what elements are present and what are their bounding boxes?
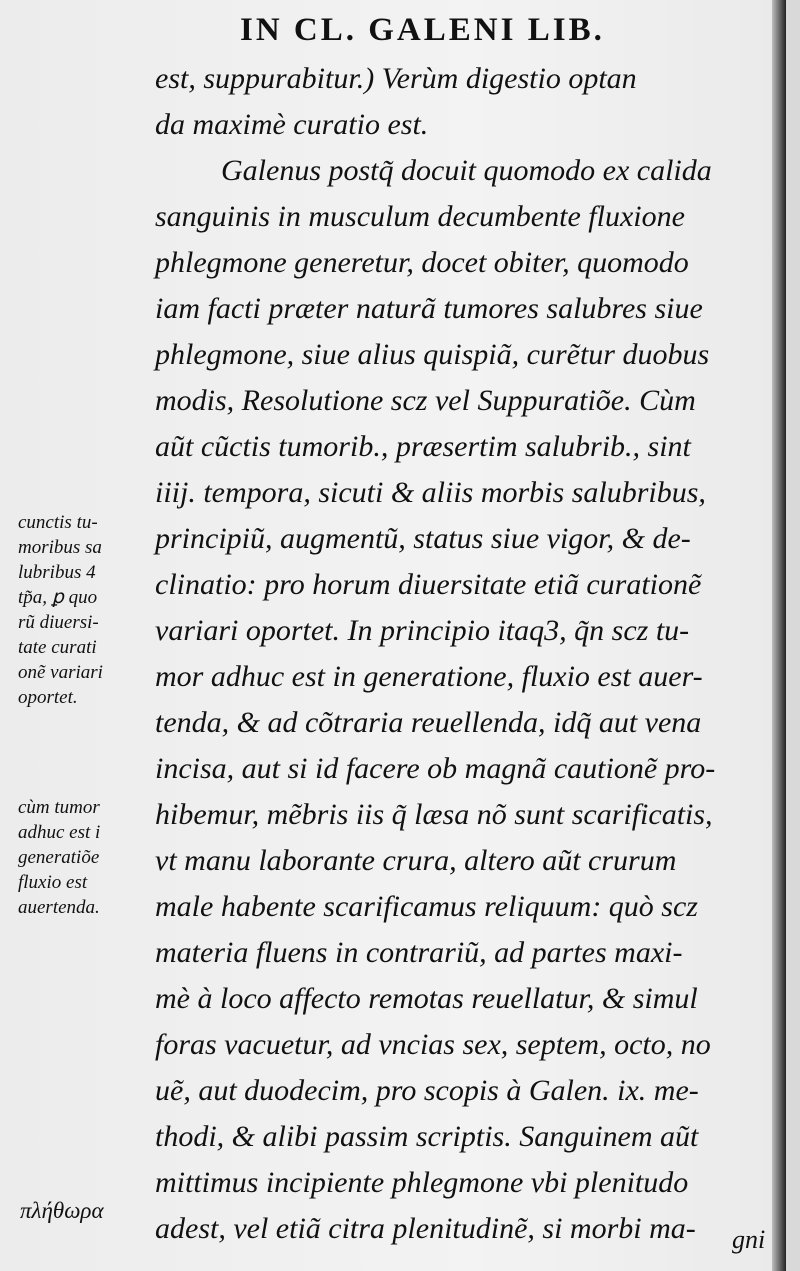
marginal-line: oportet. [18, 687, 78, 708]
text-line: Galenus postq̃ docuit quomodo ex calida [221, 154, 712, 187]
text-line: foras vacuetur, ad vncias sex, septem, octo, no [155, 1028, 711, 1061]
marginal-line: cùm tumor [18, 797, 100, 818]
text-line: aũt cũctis tumorib., præsertim salubrib., sint [155, 430, 691, 463]
marginal-line: fluxio est [18, 872, 88, 893]
running-header: IN CL. GALENI LIB. [240, 12, 605, 48]
text-line: modis, Resolutione scz vel Suppuratiõe. Cùm [155, 384, 696, 417]
text-line: incisa, aut si id facere ob magnã cautionẽ pro- [155, 752, 716, 785]
marginal-line: onẽ variari [18, 662, 103, 683]
text-line: phlegmone generetur, docet obiter, quomodo [155, 246, 689, 279]
marginal-greek-word: πλήθωρα [20, 1198, 104, 1223]
text-line: vt manu laborante crura, altero aũt crurum [155, 844, 677, 877]
text-line: clinatio: pro horum diuersitate etiã curationẽ [155, 568, 702, 601]
text-line: sanguinis in musculum decumbente fluxione [155, 200, 685, 233]
marginal-line: moribus sa [18, 537, 102, 558]
text-line: hibemur, mẽbris iis q̃ læsa nõ sunt scarificatis, [155, 798, 713, 831]
text-line: variari oportet. In principio itaq3, q̃n scz tu- [155, 614, 690, 647]
text-line: uẽ, aut duodecim, pro scopis à Galen. ix. me- [155, 1074, 699, 1107]
text-line: principiũ, augmentũ, status siue vigor, & de- [155, 522, 691, 555]
marginal-line: rũ diuersi- [18, 612, 99, 633]
text-line: phlegmone, siue alius quispiã, curẽtur duobus [155, 338, 710, 371]
text-line: iiij. tempora, sicuti & aliis morbis salubribus, [155, 476, 706, 509]
marginal-line: auertenda. [18, 897, 100, 918]
text-line: male habente scarificamus reliquum: quò scz [155, 890, 698, 923]
catchword: gni [732, 1225, 766, 1254]
text-line: mè à loco affecto remotas reuellatur, & simul [155, 982, 698, 1015]
text-line: mor adhuc est in generatione, fluxio est auer- [155, 660, 703, 693]
marginal-line: cunctis tu- [18, 512, 98, 533]
text-line: adest, vel etiã citra plenitudinẽ, si morbi ma- [155, 1212, 696, 1245]
marginal-line: tp̃a, ꝑ quo [18, 587, 98, 608]
marginal-note-fluxion [18, 795, 158, 920]
text-line: tenda, & ad cõtraria reuellenda, idq̃ aut vena [155, 706, 702, 739]
main-text-block [155, 56, 775, 1252]
text-line: mittimus incipiente phlegmone vbi plenitudo [155, 1166, 689, 1199]
text-line: iam facti præter naturã tumores salubres siue [155, 292, 703, 325]
text-line: est, suppurabitur.) Verùm digestio optan [155, 62, 637, 95]
marginal-line: lubribus 4 [18, 562, 96, 583]
marginal-line: tate curati [18, 637, 97, 658]
text-line: thodi, & alibi passim scriptis. Sanguinem aũt [155, 1120, 699, 1153]
text-line: da maximè curatio est. [155, 108, 429, 141]
marginal-line: adhuc est i [18, 822, 101, 843]
marginal-line: generatiõe [18, 847, 100, 868]
text-line: materia fluens in contrariũ, ad partes maxi- [155, 936, 683, 969]
marginal-note-tumor-stages [18, 510, 158, 710]
